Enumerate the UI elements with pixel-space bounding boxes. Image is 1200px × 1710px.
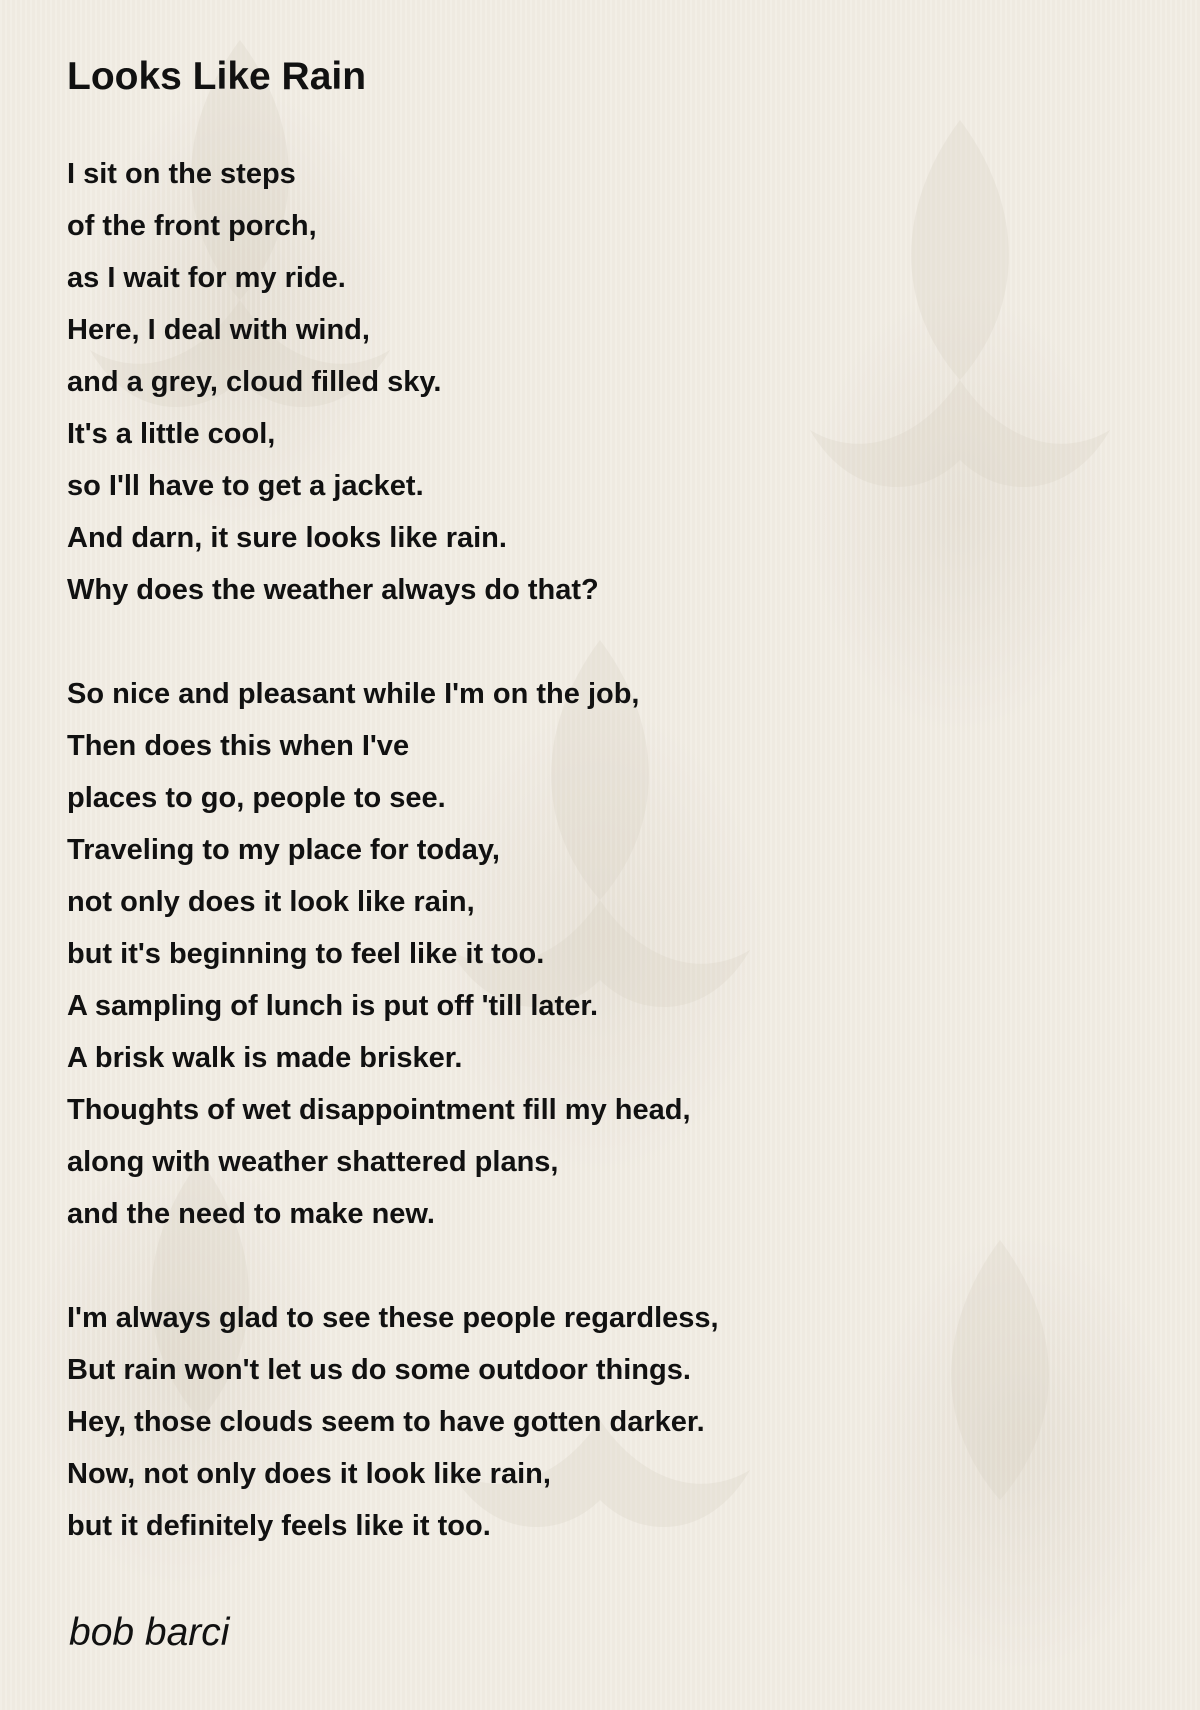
poem-line: and the need to make new. xyxy=(67,1198,435,1230)
poem-line: I sit on the steps xyxy=(67,158,296,190)
poem-line: not only does it look like rain, xyxy=(67,886,475,918)
poem-line: A brisk walk is made brisker. xyxy=(67,1042,463,1074)
poem-body xyxy=(67,148,719,1604)
poem-line: Why does the weather always do that? xyxy=(67,574,599,606)
poem-line: But rain won't let us do some outdoor things. xyxy=(67,1354,691,1386)
poem-line: Thoughts of wet disappointment fill my head, xyxy=(67,1094,691,1126)
poem-line: along with weather shattered plans, xyxy=(67,1146,559,1178)
poem-line: but it's beginning to feel like it too. xyxy=(67,938,545,970)
stanza xyxy=(67,1292,719,1552)
poem-line: but it definitely feels like it too. xyxy=(67,1510,491,1542)
poem-author: bob barci xyxy=(69,1611,230,1654)
poem-line: as I wait for my ride. xyxy=(67,262,346,294)
poem-line: And darn, it sure looks like rain. xyxy=(67,522,507,554)
poem-line: of the front porch, xyxy=(67,210,317,242)
poem-line: So nice and pleasant while I'm on the job, xyxy=(67,678,640,710)
poem-line: I'm always glad to see these people regardless, xyxy=(67,1302,719,1334)
poem-line: Hey, those clouds seem to have gotten darker. xyxy=(67,1406,705,1438)
poem-title: Looks Like Rain xyxy=(67,55,367,98)
poem-line: Here, I deal with wind, xyxy=(67,314,370,346)
poem-line: and a grey, cloud filled sky. xyxy=(67,366,442,398)
poem-line: It's a little cool, xyxy=(67,418,276,450)
poem-line: so I'll have to get a jacket. xyxy=(67,470,424,502)
poem-line: Then does this when I've xyxy=(67,730,410,762)
poem-line: A sampling of lunch is put off 'till later. xyxy=(67,990,599,1022)
stanza xyxy=(67,148,719,616)
poem-line: Now, not only does it look like rain, xyxy=(67,1458,551,1490)
poem-line: places to go, people to see. xyxy=(67,782,446,814)
poem-line: Traveling to my place for today, xyxy=(67,834,500,866)
stanza xyxy=(67,668,719,1240)
